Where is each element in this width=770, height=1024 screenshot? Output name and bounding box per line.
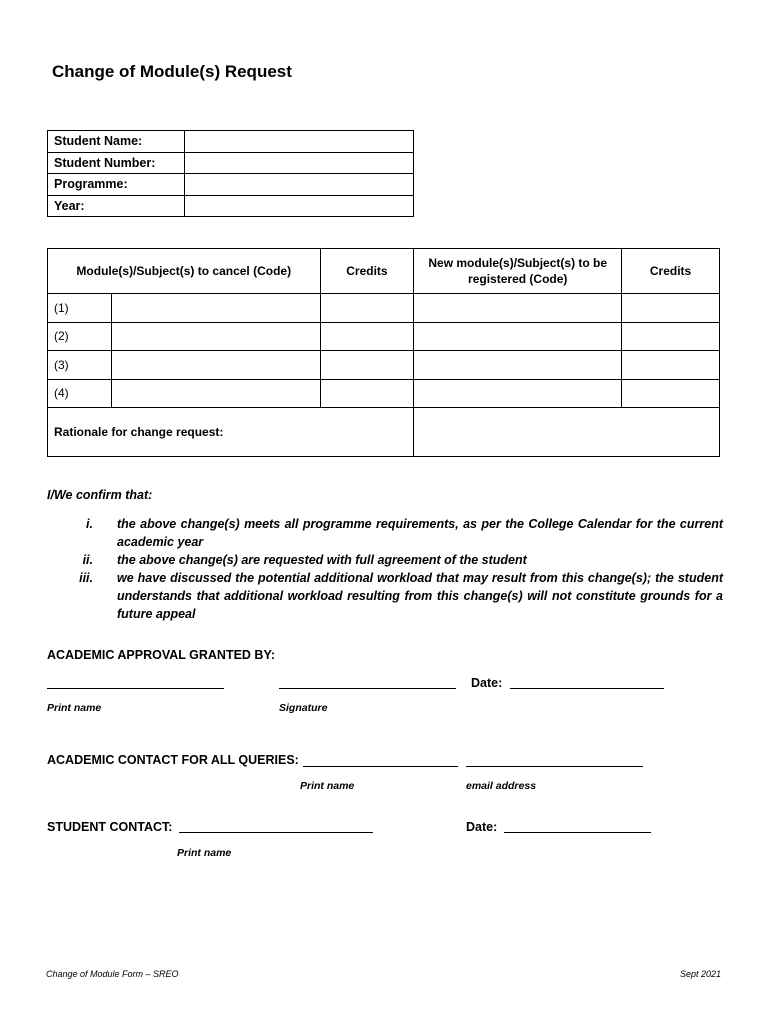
table-row (48, 195, 414, 217)
list-item (47, 569, 723, 623)
new-credits-field[interactable] (622, 294, 720, 323)
credits-header: Credits (320, 249, 414, 294)
module-change-table (47, 248, 720, 457)
row-number: (1) (48, 294, 112, 323)
student-number-label: Student Number: (48, 152, 185, 174)
list-text: the above change(s) are requested with full agreement of the student (117, 553, 527, 567)
cancel-module-header: Module(s)/Subject(s) to cancel (Code) (48, 249, 321, 294)
list-number: iii. (79, 571, 93, 585)
table-row (48, 379, 720, 408)
contact-print-name-caption: Print name (300, 780, 355, 792)
programme-label: Programme: (48, 174, 185, 196)
approval-signature-caption: Signature (279, 702, 328, 714)
footer-form-name: Change of Module Form – SREO (46, 969, 179, 979)
year-field[interactable] (185, 195, 414, 217)
cancel-module-field[interactable] (111, 322, 320, 351)
student-contact-date-line[interactable] (504, 832, 651, 833)
list-number: ii. (82, 553, 93, 567)
table-header-row (48, 249, 720, 294)
table-row (48, 174, 414, 196)
student-name-field[interactable] (185, 131, 414, 153)
student-number-field[interactable] (185, 152, 414, 174)
approval-date-label: Date: (471, 676, 503, 690)
list-text: we have discussed the potential additional workload that may result from this change(s); the student understands that additional workload resulting from this change(s) will not constitute grounds for a future appeal (117, 571, 723, 621)
table-row (48, 152, 414, 174)
contact-heading: ACADEMIC CONTACT FOR ALL QUERIES: (47, 753, 299, 767)
new-module-field[interactable] (414, 351, 622, 380)
cancel-module-field[interactable] (111, 294, 320, 323)
row-number: (3) (48, 351, 112, 380)
list-item (47, 551, 723, 569)
new-module-field[interactable] (414, 294, 622, 323)
footer-date: Sept 2021 (680, 969, 722, 979)
student-contact-heading: STUDENT CONTACT: (47, 820, 173, 834)
new-module-header: New module(s)/Subject(s) to be registered (Code) (414, 249, 622, 294)
cancel-module-field[interactable] (111, 379, 320, 408)
student-contact-print-name-caption: Print name (177, 847, 232, 859)
new-module-field[interactable] (414, 322, 622, 351)
cancel-credits-field[interactable] (320, 351, 414, 380)
cancel-module-field[interactable] (111, 351, 320, 380)
rationale-field[interactable] (414, 408, 720, 457)
list-text: the above change(s) meets all programme requirements, as per the College Calendar for the current academic year (117, 517, 723, 549)
table-row (48, 294, 720, 323)
row-number: (2) (48, 322, 112, 351)
approval-date-line[interactable] (510, 688, 664, 689)
student-contact-date-label: Date: (466, 820, 498, 834)
new-credits-field[interactable] (622, 322, 720, 351)
approval-heading: ACADEMIC APPROVAL GRANTED BY: (47, 648, 276, 662)
year-label: Year: (48, 195, 185, 217)
table-row (48, 322, 720, 351)
rationale-row (48, 408, 720, 457)
new-module-field[interactable] (414, 379, 622, 408)
approval-signature-line[interactable] (279, 688, 456, 689)
new-credits-header: Credits (622, 249, 720, 294)
student-name-label: Student Name: (48, 131, 185, 153)
new-credits-field[interactable] (622, 379, 720, 408)
new-credits-field[interactable] (622, 351, 720, 380)
rationale-label: Rationale for change request: (48, 408, 414, 457)
cancel-credits-field[interactable] (320, 379, 414, 408)
table-row (48, 131, 414, 153)
contact-print-name-line[interactable] (303, 766, 458, 767)
cancel-credits-field[interactable] (320, 294, 414, 323)
confirm-list (47, 515, 723, 623)
contact-email-line[interactable] (466, 766, 643, 767)
contact-email-caption: email address (466, 780, 537, 792)
cancel-credits-field[interactable] (320, 322, 414, 351)
row-number: (4) (48, 379, 112, 408)
student-details-table (47, 130, 414, 217)
list-number: i. (86, 517, 93, 531)
confirm-title: I/We confirm that: (47, 488, 153, 502)
approval-print-name-line[interactable] (47, 688, 224, 689)
approval-print-name-caption: Print name (47, 702, 102, 714)
student-contact-line[interactable] (179, 832, 373, 833)
programme-field[interactable] (185, 174, 414, 196)
list-item (47, 515, 723, 551)
table-row (48, 351, 720, 380)
page-title: Change of Module(s) Request (52, 62, 292, 81)
